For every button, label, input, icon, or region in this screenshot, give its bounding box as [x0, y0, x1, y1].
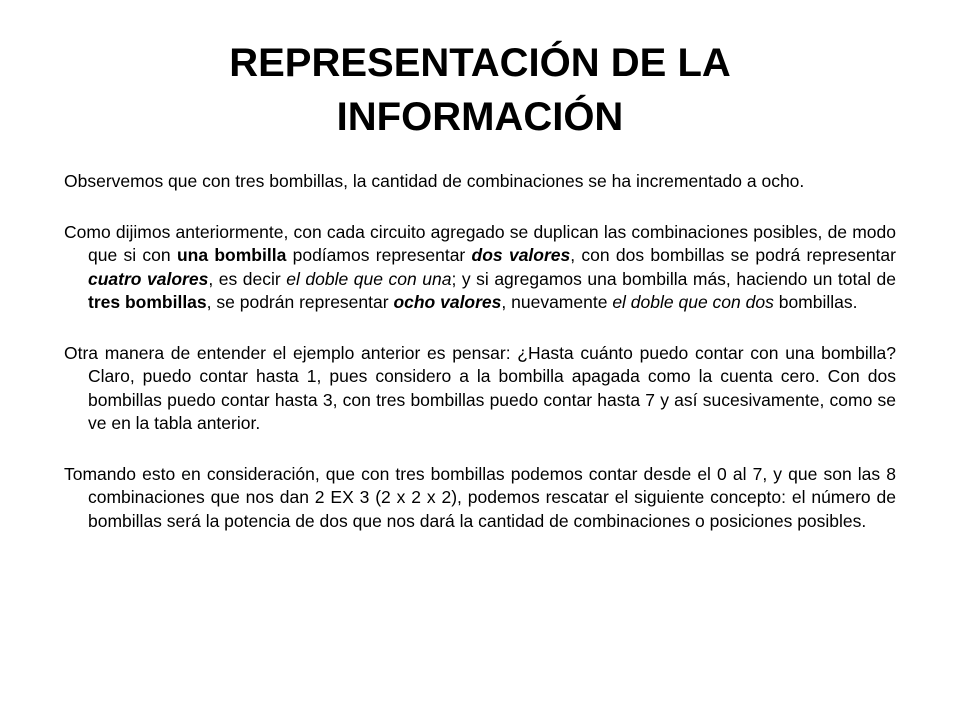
paragraph-2-bold: una bombilla [176, 245, 287, 265]
paragraph-2-italic: el doble que con una [286, 268, 452, 289]
paragraph-2-emphasis: dos valores [471, 245, 571, 265]
paragraph-2-text: , se podrán representar [206, 292, 394, 312]
slide-title [150, 36, 810, 144]
paragraph-2-text: , nuevamente [501, 292, 613, 312]
paragraph-2-emphasis: ocho valores [393, 292, 502, 312]
slide-body [64, 170, 896, 533]
paragraph-3: Otra manera de entender el ejemplo anterior es pensar: ¿Hasta cuánto puedo contar con una bombilla? Claro, puedo contar hasta 1, pues considero a la bombilla apagada como la cuenta cero. Con dos bombillas puedo contar hasta 3, con tres bombillas puedo contar hasta 7 y así sucesivamente, como se ve en la tabla anterior. [64, 342, 896, 433]
paragraph-2-text: bombillas. [773, 292, 858, 312]
paragraph-2-text: ; y si agregamos una bombilla más, haciendo un total de [451, 268, 896, 289]
paragraph-2-bold: tres bombillas [88, 292, 207, 312]
paragraph-2-italic: el doble que con dos [612, 292, 774, 312]
paragraph-4: Tomando esto en consideración, que con tres bombillas podemos contar desde el 0 al 7, y que son las 8 combinaciones que nos dan 2 EX 3 (2 x 2 x 2), podemos rescatar el siguiente concepto: el número de bombillas será la potencia de dos que nos dará la cantidad de combinaciones o posiciones posibles. [64, 463, 896, 531]
paragraph-2-emphasis: cuatro valores [88, 268, 209, 289]
paragraph-2-text: , es decir [208, 268, 287, 289]
paragraph-2-text: , con dos bombillas se podrá representar [570, 245, 896, 265]
paragraph-1: Observemos que con tres bombillas, la cantidad de combinaciones se ha incrementado a ocho. [64, 171, 805, 191]
paragraph-2-bold-italic [472, 245, 571, 265]
paragraph-2-text: Como dijimos anteriormente, con cada circuito agregado se duplican las combinaciones posibles, de modo que si con [64, 221, 896, 265]
paragraph-2-text: podíamos representar [286, 245, 472, 265]
paragraph-2-bold-italic [88, 269, 208, 289]
title-line-1: REPRESENTACIÓN DE LA [229, 41, 731, 85]
title-line-2: INFORMACIÓN [336, 95, 624, 139]
paragraph-2-bold-italic [393, 292, 501, 312]
paragraph-2 [64, 221, 896, 315]
